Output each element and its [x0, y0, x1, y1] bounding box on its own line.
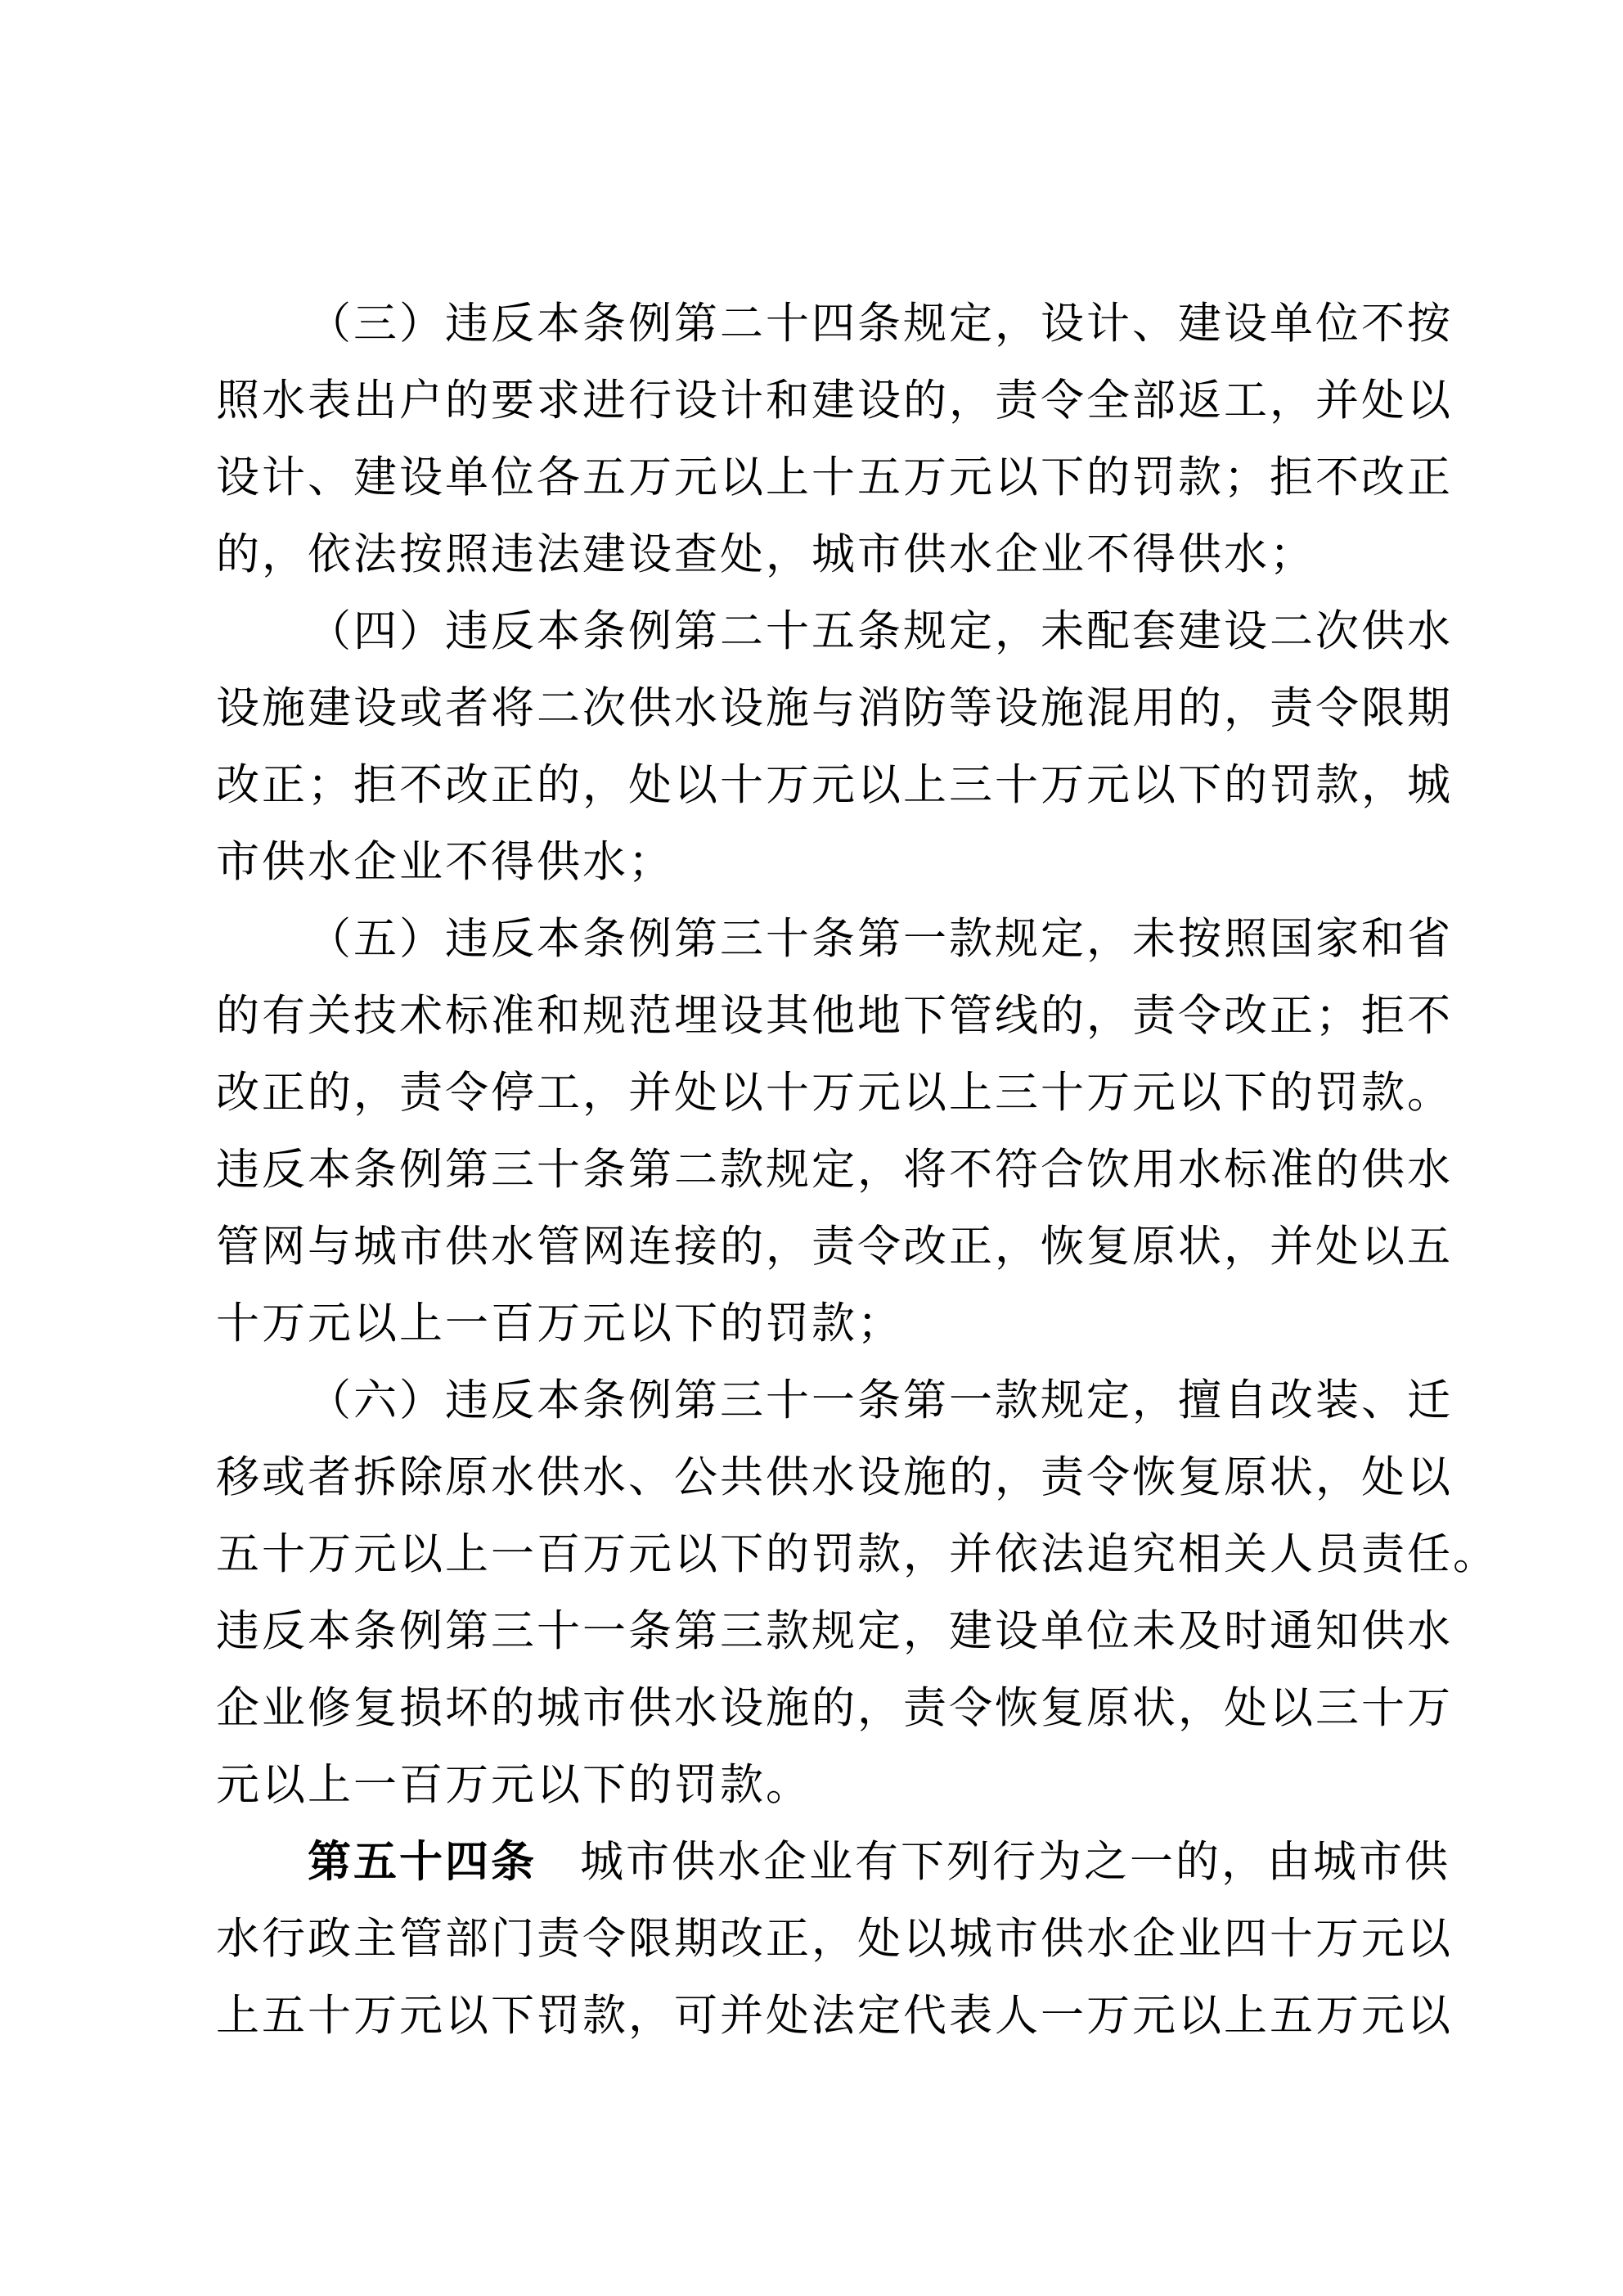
text-line-item-6-5 [216, 1670, 1453, 1747]
line-text: 上五十万元以下罚款，可并处法定代表人一万元以上五万元以 [216, 1992, 1453, 2040]
line-text: （三）违反本条例第二十四条规定，设计、建设单位不按 [308, 300, 1453, 348]
text-line-item-4-1 [216, 593, 1453, 670]
line-text: 改正的，责令停工，并处以十万元以上三十万元以下的罚款。 [216, 1069, 1453, 1117]
line-text: 照水表出户的要求进行设计和建设的，责令全部返工，并处以 [216, 377, 1453, 425]
text-line-item-3-1 [216, 286, 1453, 362]
text-line-item-3-3 [216, 439, 1453, 516]
text-line-item-6-2 [216, 1439, 1453, 1516]
text-line-item-5-5 [216, 1209, 1453, 1285]
text-line-item-4-3 [216, 747, 1453, 824]
line-text: 管网与城市供水管网连接的，责令改正，恢复原状，并处以五 [216, 1223, 1453, 1271]
line-text: 企业修复损坏的城市供水设施的，责令恢复原状，处以三十万 [216, 1685, 1453, 1732]
line-text: 违反本条例第三十条第二款规定，将不符合饮用水标准的供水 [216, 1146, 1453, 1194]
article-number-bold: 第五十四条 [308, 1838, 537, 1886]
line-text: 改正；拒不改正的，处以十万元以上三十万元以下的罚款，城 [216, 762, 1453, 809]
text-line-item-3-2 [216, 362, 1453, 439]
text-line-item-5-4 [216, 1132, 1453, 1209]
text-line-item-5-1 [216, 901, 1453, 978]
line-text: （四）违反本条例第二十五条规定，未配套建设二次供水 [308, 608, 1453, 655]
line-text: （六）违反本条例第三十一条第一款规定，擅自改装、迁 [308, 1377, 1453, 1425]
text-line-item-6-3 [216, 1516, 1499, 1593]
text-line-item-6-6 [216, 1747, 1409, 1824]
line-text: 设计、建设单位各五万元以上十五万元以下的罚款；拒不改正 [216, 454, 1453, 502]
line-text: 移或者拆除原水供水、公共供水设施的，责令恢复原状，处以 [216, 1454, 1453, 1501]
text-line-item-4-4 [216, 824, 1409, 901]
line-text: 十万元以上一百万元以下的罚款； [216, 1300, 903, 1348]
line-text: 五十万元以上一百万元以下的罚款，并依法追究相关人员责任。 [216, 1531, 1499, 1578]
text-line-item-3-4 [216, 516, 1409, 593]
line-text: 的，依法按照违法建设查处，城市供水企业不得供水； [216, 531, 1315, 579]
line-text: 市供水企业不得供水； [216, 839, 674, 886]
text-line-item-5-2 [216, 978, 1453, 1055]
text-line-item-4-2 [216, 670, 1453, 747]
line-text: 设施建设或者将二次供水设施与消防等设施混用的，责令限期 [216, 685, 1453, 732]
text-line-item-6-1 [216, 1362, 1453, 1439]
line-text: 的有关技术标准和规范埋设其他地下管线的，责令改正；拒不 [216, 993, 1453, 1040]
text-line-item-5-6 [216, 1285, 1409, 1362]
text-line-article-54-3 [216, 1978, 1453, 2055]
document-body [216, 286, 1499, 2055]
line-text: （五）违反本条例第三十条第一款规定，未按照国家和省 [308, 916, 1453, 963]
line-text: 城市供水企业有下列行为之一的，由城市供 [580, 1839, 1450, 1886]
text-line-item-5-3 [216, 1055, 1453, 1132]
text-line-article-54-1 [216, 1824, 1450, 1901]
text-line-article-54-2 [216, 1901, 1453, 1978]
line-text: 元以上一百万元以下的罚款。 [216, 1762, 812, 1809]
text-line-item-6-4 [216, 1593, 1453, 1670]
line-text: 水行政主管部门责令限期改正，处以城市供水企业四十万元以 [216, 1916, 1453, 1963]
line-text: 违反本条例第三十一条第三款规定，建设单位未及时通知供水 [216, 1608, 1453, 1655]
